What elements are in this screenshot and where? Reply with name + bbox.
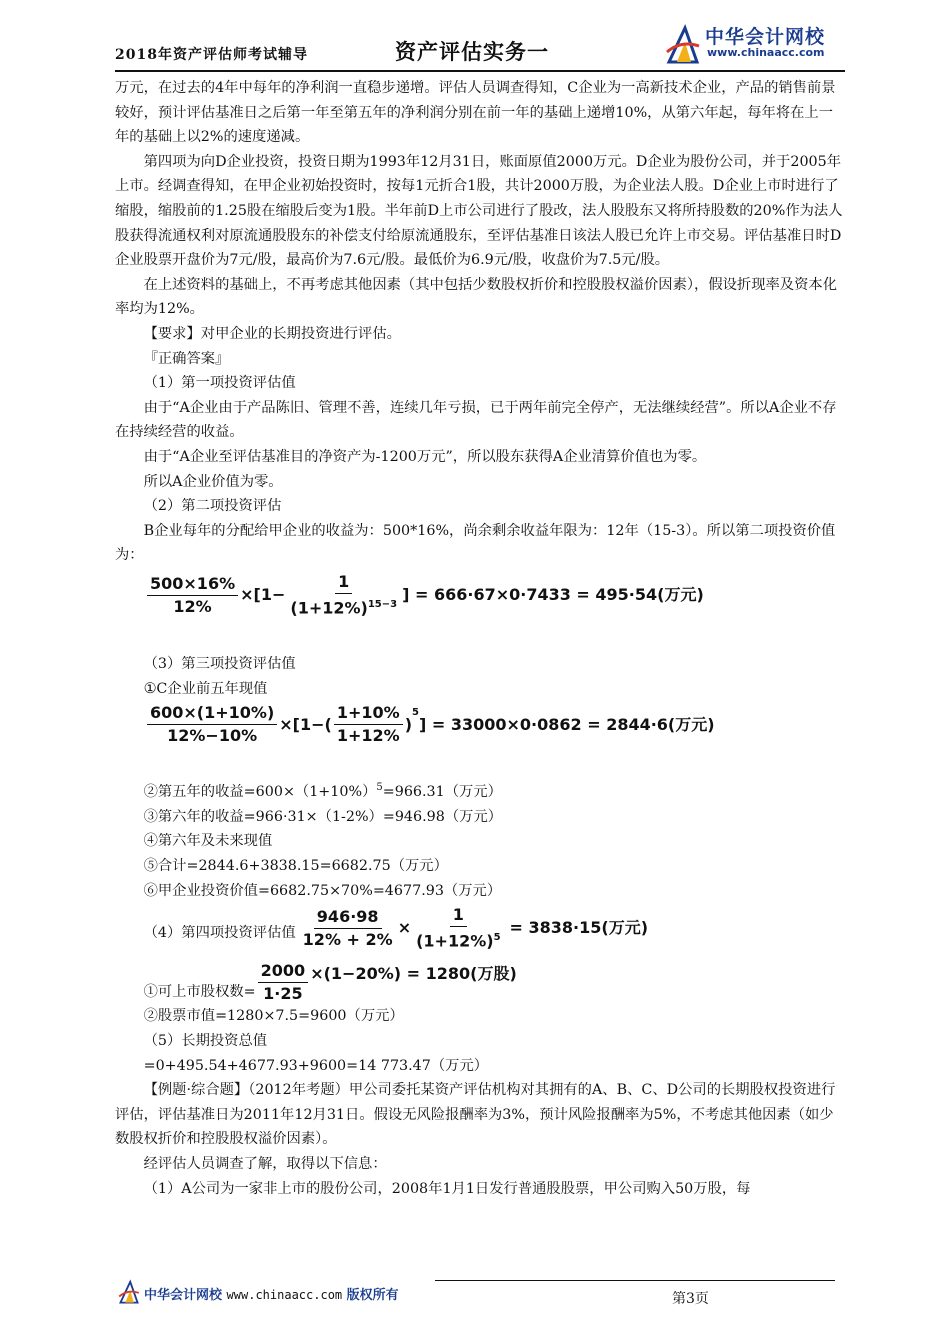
page-number: 第3页 xyxy=(672,1291,709,1307)
paragraph: 万元，在过去的4年中每年的净利润一直稳步递增。评估人员调查得知，C企业为一高新技术企业，产品的销售前景较好，预计评估基准日之后第一年至第五年的净利润分别在前一年的基础上递增10%，从第六年起，每年将在上一年的基础上以2%的速度递减。 xyxy=(115,80,836,146)
section-heading: （2）第二项投资评估 xyxy=(143,498,282,515)
formula-denominator: 12% xyxy=(173,596,212,616)
paragraph: ①C企业前五年现值 xyxy=(143,680,268,697)
paragraph: ①可上市股权数= xyxy=(143,983,256,1000)
formula-operator: ×[1− xyxy=(240,584,286,604)
answer-heading: 『正确答案』 xyxy=(143,350,230,367)
paragraph: 所以A企业价值为零。 xyxy=(143,473,283,490)
paragraph: ②股票市值=1280×7.5=9600（万元） xyxy=(143,1008,404,1025)
footer-brand[interactable] xyxy=(118,1276,438,1306)
formula-bracket: ) xyxy=(404,714,412,734)
requirement-heading: 【要求】对甲企业的长期投资进行评估。 xyxy=(143,325,401,342)
formula-denominator: 12%−10% xyxy=(167,726,258,746)
formula-denominator: 1·25 xyxy=(263,984,303,1004)
paragraph: 在上述资料的基础上，不再考虑其他因素（其中包括少数股权折价和控股股权溢价因素），假设折现率及资本化率均为12%。 xyxy=(115,276,837,318)
listable-shares-row xyxy=(115,961,845,1004)
formula-operator: × xyxy=(397,917,412,937)
footer-url[interactable]: www.chinaacc.com xyxy=(226,1288,343,1302)
section-heading: （3）第三项投资评估值 xyxy=(143,656,296,673)
formula-numerator: 2000 xyxy=(258,961,309,983)
paragraph: 第四项为向D企业投资，投资日期为1993年12月31日，账面原值2000万元。D企业为股份公司，并于2005年上市。经调查得知，在甲企业初始投资时，按每1元折合1股，共计2000万股，为企业法人股。D企业上市时进行了缩股，缩股前的1.25股在缩股后变为1股。半年前D上市公司进行了股改，法人股股东又将所持股数的20%作为法人股获得流通权利对原流通股股东的补偿支付给原流通股东，至评估基准日该法人股已允许上市交易。评估基准日时D企业股票开盘价为7元/股，最高价为7.6元/股。最低价为6.9元/股，收盘价为7.5元/股。 xyxy=(115,153,843,269)
logo-triangle-icon xyxy=(665,22,701,64)
formula-numerator: 600×(1+10%) xyxy=(147,703,277,725)
logo-name: 中华会计网校 xyxy=(705,26,826,48)
section-heading: （4）第四项投资评估值 xyxy=(143,924,296,941)
footer-logo-icon xyxy=(118,1278,140,1304)
formula-denominator: 1+12% xyxy=(336,726,400,746)
formula-c-first-five-years xyxy=(145,703,845,746)
paragraph: =0+495.54+4677.93+9600=14 773.47（万元） xyxy=(143,1057,489,1074)
formula-sixth-year-onward xyxy=(298,905,648,951)
paragraph: 由于“A企业至评估基准目的净资产为-1200万元”，所以股东获得A企业清算价值也为零。 xyxy=(143,448,707,465)
paragraph: ⑥甲企业投资价值=6682.75×70%=4677.93（万元） xyxy=(143,882,502,899)
formula-denominator: 12% + 2% xyxy=(302,929,393,949)
paragraph: 经评估人员调查了解，取得以下信息： xyxy=(143,1156,387,1173)
paragraph: ⑤合计=2844.6+3838.15=6682.75（万元） xyxy=(143,857,448,874)
logo-url: www.chinaacc.com xyxy=(707,46,825,59)
page-header xyxy=(115,20,845,68)
section-heading: （1）第一项投资评估值 xyxy=(143,375,296,392)
formula-result: ] = 33000×0·0862 = 2844·6(万元) xyxy=(418,714,715,734)
fourth-investment-row xyxy=(115,905,845,951)
formula-numerator: 1 xyxy=(450,905,467,927)
paragraph: ②第五年的收益$=600\times(1+10\%)^5=966.31$（万元） xyxy=(143,782,502,801)
formula-result: = 3838·15(万元) xyxy=(509,917,649,937)
paragraph: 由于“A企业由于产品陈旧、管理不善，连续几年亏损，已于两年前完全停产，无法继续经营”。所以A企业不存在持续经营的收益。 xyxy=(115,399,837,441)
footer-divider xyxy=(435,1280,835,1281)
formula-exponent: 5 xyxy=(412,706,419,718)
formula-numerator: 1 xyxy=(335,572,352,594)
header-course-title: 2018年资产评估师考试辅导 xyxy=(115,47,308,63)
footer-rights: 版权所有 xyxy=(346,1288,399,1303)
formula-operator: ×[1−( xyxy=(279,714,332,734)
footer-name: 中华会计网校 xyxy=(144,1288,223,1303)
formula-exponent: 5 xyxy=(493,932,501,944)
formula-denominator: (1+12%) xyxy=(290,598,368,618)
formula-numerator: 946·98 xyxy=(314,907,382,929)
formula-listable-shares xyxy=(256,961,517,1004)
paragraph: （1）A公司为一家非上市的股份公司，2008年1月1日发行普通股股票，甲公司购入50万股，每 xyxy=(143,1180,751,1197)
section-heading: （5）长期投资总值 xyxy=(143,1033,268,1050)
chinaacc-logo[interactable] xyxy=(665,20,845,66)
formula-denominator: (1+12%) xyxy=(416,931,494,951)
paragraph: ③第六年的收益=966·31×（1-2%）=946.98（万元） xyxy=(143,808,503,825)
formula-numerator: 1+10% xyxy=(334,703,403,725)
header-chapter-title: 资产评估实务一 xyxy=(395,39,549,64)
formula-result: ] = 666·67×0·7433 = 495·54(万元) xyxy=(402,584,704,604)
document-body xyxy=(115,76,845,1201)
paragraph: ④第六年及未来现值 xyxy=(143,833,273,850)
example-question: 【例题·综合题】（2012年考题）甲公司委托某资产评估机构对其拥有的A、B、C、D公司的长期股权投资进行评估，评估基准日为2011年12月31日。假设无风险报酬率为3%，预计风险报酬率为5%，不考虑其他因素（如少数股权折价和控股股权溢价因素）。 xyxy=(115,1082,836,1148)
header-divider xyxy=(115,70,845,72)
formula-numerator: 500×16% xyxy=(147,574,238,596)
formula-second-investment xyxy=(145,572,845,618)
formula-result: ×(1−20%) = 1280(万股) xyxy=(310,963,517,983)
formula-exponent: 15−3 xyxy=(367,598,398,610)
paragraph: B企业每年的分配给甲企业的收益为：500*16%，尚余剩余收益年限为：12年（15-3）。所以第二项投资价值为： xyxy=(115,522,836,564)
